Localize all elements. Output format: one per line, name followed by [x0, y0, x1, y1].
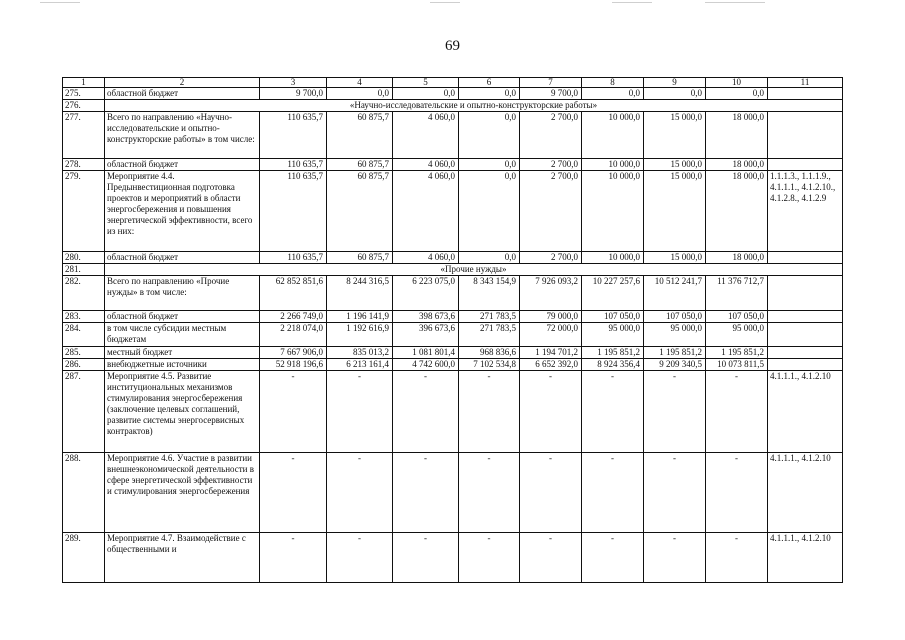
value-cell: - — [327, 533, 393, 583]
reference-cell — [768, 88, 843, 100]
row-name: областной бюджет — [105, 252, 260, 264]
table-row — [63, 171, 843, 252]
row-number: 278. — [63, 159, 105, 171]
value-cell: 18 000,0 — [706, 159, 768, 171]
value-cell: - — [644, 453, 706, 533]
row-number: 288. — [63, 453, 105, 533]
section-title: «Научно-исследовательские и опытно-конструкторские работы» — [105, 100, 843, 112]
value-cell: 2 218 074,0 — [260, 323, 327, 347]
value-cell: - — [706, 533, 768, 583]
table-row — [63, 252, 843, 264]
value-cell: 1 192 616,9 — [327, 323, 393, 347]
value-cell: - — [582, 371, 644, 453]
row-number: 283. — [63, 311, 105, 323]
row-number: 280. — [63, 252, 105, 264]
header-cell: 4 — [327, 78, 393, 88]
value-cell: 15 000,0 — [644, 112, 706, 159]
value-cell: - — [260, 371, 327, 453]
value-cell: 15 000,0 — [644, 252, 706, 264]
value-cell: - — [644, 371, 706, 453]
value-cell: 72 000,0 — [520, 323, 582, 347]
header-cell: 1 — [63, 78, 105, 88]
value-cell: 0,0 — [327, 88, 393, 100]
header-cell: 8 — [582, 78, 644, 88]
value-cell: 95 000,0 — [582, 323, 644, 347]
table-row — [63, 311, 843, 323]
value-cell: 6 652 392,0 — [520, 359, 582, 371]
value-cell: 110 635,7 — [260, 159, 327, 171]
table-row — [63, 359, 843, 371]
value-cell: 95 000,0 — [644, 323, 706, 347]
value-cell: 11 376 712,7 — [706, 276, 768, 311]
value-cell: 60 875,7 — [327, 252, 393, 264]
section-row — [63, 264, 843, 276]
value-cell: 968 836,6 — [459, 347, 520, 359]
row-name: Мероприятие 4.4. Предынвестиционная подготовка проектов и мероприятий в области энергосбережения и повышения энергетической эффективности, всего из них: — [105, 171, 260, 252]
value-cell: 2 700,0 — [520, 159, 582, 171]
value-cell: 79 000,0 — [520, 311, 582, 323]
row-name: местный бюджет — [105, 347, 260, 359]
table-row — [63, 276, 843, 311]
row-name: Мероприятие 4.7. Взаимодействие с общественными и — [105, 533, 260, 583]
table-row — [63, 323, 843, 347]
value-cell: 1 195 851,2 — [582, 347, 644, 359]
value-cell: 8 924 356,4 — [582, 359, 644, 371]
value-cell: 6 213 161,4 — [327, 359, 393, 371]
row-name: Мероприятие 4.6. Участие в развитии внешнеэкономической деятельности в сфере энергетической эффективности и стимулирования энергосбережения — [105, 453, 260, 533]
page-number: 69 — [445, 38, 460, 54]
row-name: областной бюджет — [105, 311, 260, 323]
value-cell: - — [393, 533, 459, 583]
value-cell: 18 000,0 — [706, 171, 768, 252]
value-cell: 10 073 811,5 — [706, 359, 768, 371]
value-cell: 60 875,7 — [327, 112, 393, 159]
value-cell: 7 102 534,8 — [459, 359, 520, 371]
value-cell: 0,0 — [393, 88, 459, 100]
reference-cell: 1.1.1.3., 1.1.1.9., 4.1.1.1., 4.1.2.10., 4.1.2.8., 4.1.2.9 — [768, 171, 843, 252]
value-cell: - — [459, 371, 520, 453]
value-cell: 2 266 749,0 — [260, 311, 327, 323]
value-cell: 52 918 196,6 — [260, 359, 327, 371]
value-cell: - — [393, 371, 459, 453]
row-name: Мероприятие 4.5. Развитие институциональных механизмов стимулирования энергосбережения (заключение целевых соглашений, развитие системы энергосервисных контрактов) — [105, 371, 260, 453]
header-cell: 6 — [459, 78, 520, 88]
value-cell: 110 635,7 — [260, 112, 327, 159]
table-row — [63, 159, 843, 171]
reference-cell — [768, 323, 843, 347]
value-cell: - — [644, 533, 706, 583]
value-cell: 4 060,0 — [393, 252, 459, 264]
value-cell: 95 000,0 — [706, 323, 768, 347]
value-cell: - — [520, 371, 582, 453]
value-cell: 8 343 154,9 — [459, 276, 520, 311]
value-cell: 10 000,0 — [582, 171, 644, 252]
value-cell: 10 000,0 — [582, 159, 644, 171]
value-cell: 60 875,7 — [327, 159, 393, 171]
row-number: 279. — [63, 171, 105, 252]
row-number: 284. — [63, 323, 105, 347]
row-name: областной бюджет — [105, 88, 260, 100]
value-cell: - — [520, 533, 582, 583]
reference-cell: 4.1.1.1., 4.1.2.10 — [768, 453, 843, 533]
value-cell: 0,0 — [459, 159, 520, 171]
header-cell: 5 — [393, 78, 459, 88]
value-cell: 4 742 600,0 — [393, 359, 459, 371]
value-cell: 6 223 075,0 — [393, 276, 459, 311]
row-number: 276. — [63, 100, 105, 112]
value-cell: - — [582, 453, 644, 533]
value-cell: - — [459, 453, 520, 533]
reference-cell — [768, 347, 843, 359]
scan-top-marks — [0, 0, 905, 6]
reference-cell — [768, 359, 843, 371]
value-cell: 1 195 851,2 — [644, 347, 706, 359]
value-cell: - — [260, 533, 327, 583]
value-cell: 0,0 — [459, 252, 520, 264]
value-cell: 271 783,5 — [459, 323, 520, 347]
table-row — [63, 371, 843, 453]
header-cell: 2 — [105, 78, 260, 88]
row-number: 282. — [63, 276, 105, 311]
value-cell: 15 000,0 — [644, 171, 706, 252]
value-cell: 62 852 851,6 — [260, 276, 327, 311]
row-number: 281. — [63, 264, 105, 276]
table-row — [63, 88, 843, 100]
budget-table — [62, 77, 843, 583]
value-cell: 1 194 701,2 — [520, 347, 582, 359]
value-cell: 107 050,0 — [582, 311, 644, 323]
value-cell: 0,0 — [706, 88, 768, 100]
reference-cell — [768, 276, 843, 311]
value-cell: 107 050,0 — [706, 311, 768, 323]
reference-cell: 4.1.1.1., 4.1.2.10 — [768, 533, 843, 583]
row-name: в том числе субсидии местным бюджетам — [105, 323, 260, 347]
reference-cell — [768, 311, 843, 323]
table-row — [63, 533, 843, 583]
value-cell: 1 081 801,4 — [393, 347, 459, 359]
row-number: 289. — [63, 533, 105, 583]
table-row — [63, 112, 843, 159]
value-cell: 1 195 851,2 — [706, 347, 768, 359]
value-cell: 1 196 141,9 — [327, 311, 393, 323]
header-cell: 9 — [644, 78, 706, 88]
row-name: областной бюджет — [105, 159, 260, 171]
value-cell: 9 700,0 — [260, 88, 327, 100]
table-row — [63, 453, 843, 533]
value-cell: 8 244 316,5 — [327, 276, 393, 311]
value-cell: 9 700,0 — [520, 88, 582, 100]
value-cell: 2 700,0 — [520, 252, 582, 264]
value-cell: - — [706, 371, 768, 453]
value-cell: 18 000,0 — [706, 112, 768, 159]
value-cell: 271 783,5 — [459, 311, 520, 323]
value-cell: - — [459, 533, 520, 583]
value-cell: 0,0 — [459, 88, 520, 100]
reference-cell: 4.1.1.1., 4.1.2.10 — [768, 371, 843, 453]
value-cell: 2 700,0 — [520, 112, 582, 159]
value-cell: - — [260, 453, 327, 533]
section-title: «Прочие нужды» — [105, 264, 843, 276]
value-cell: 18 000,0 — [706, 252, 768, 264]
value-cell: - — [582, 533, 644, 583]
row-number: 277. — [63, 112, 105, 159]
value-cell: 2 700,0 — [520, 171, 582, 252]
table-body — [63, 78, 843, 583]
value-cell: 15 000,0 — [644, 159, 706, 171]
row-number: 286. — [63, 359, 105, 371]
reference-cell — [768, 159, 843, 171]
header-row — [63, 78, 843, 88]
value-cell: 10 000,0 — [582, 112, 644, 159]
header-cell: 3 — [260, 78, 327, 88]
table-row — [63, 347, 843, 359]
reference-cell — [768, 112, 843, 159]
section-row — [63, 100, 843, 112]
value-cell: - — [520, 453, 582, 533]
value-cell: 0,0 — [459, 112, 520, 159]
value-cell: 10 227 257,6 — [582, 276, 644, 311]
row-number: 275. — [63, 88, 105, 100]
value-cell: 9 209 340,5 — [644, 359, 706, 371]
value-cell: 110 635,7 — [260, 171, 327, 252]
value-cell: 4 060,0 — [393, 112, 459, 159]
row-number: 285. — [63, 347, 105, 359]
row-number: 287. — [63, 371, 105, 453]
header-cell: 11 — [768, 78, 843, 88]
value-cell: - — [327, 371, 393, 453]
value-cell: 10 000,0 — [582, 252, 644, 264]
value-cell: 0,0 — [582, 88, 644, 100]
row-name: внебюджетные источники — [105, 359, 260, 371]
value-cell: 0,0 — [459, 171, 520, 252]
value-cell: - — [327, 453, 393, 533]
value-cell: 4 060,0 — [393, 171, 459, 252]
value-cell: 7 667 906,0 — [260, 347, 327, 359]
value-cell: 396 673,6 — [393, 323, 459, 347]
value-cell: 4 060,0 — [393, 159, 459, 171]
value-cell: 398 673,6 — [393, 311, 459, 323]
value-cell: - — [393, 453, 459, 533]
header-cell: 7 — [520, 78, 582, 88]
value-cell: 10 512 241,7 — [644, 276, 706, 311]
row-name: Всего по направлению «Научно-исследовательские и опытно-конструкторские работы» в том числе: — [105, 112, 260, 159]
value-cell: 0,0 — [644, 88, 706, 100]
value-cell: 835 013,2 — [327, 347, 393, 359]
header-cell: 10 — [706, 78, 768, 88]
value-cell: 7 926 093,2 — [520, 276, 582, 311]
value-cell: 110 635,7 — [260, 252, 327, 264]
value-cell: - — [706, 453, 768, 533]
row-name: Всего по направлению «Прочие нужды» в том числе: — [105, 276, 260, 311]
value-cell: 107 050,0 — [644, 311, 706, 323]
value-cell: 60 875,7 — [327, 171, 393, 252]
reference-cell — [768, 252, 843, 264]
